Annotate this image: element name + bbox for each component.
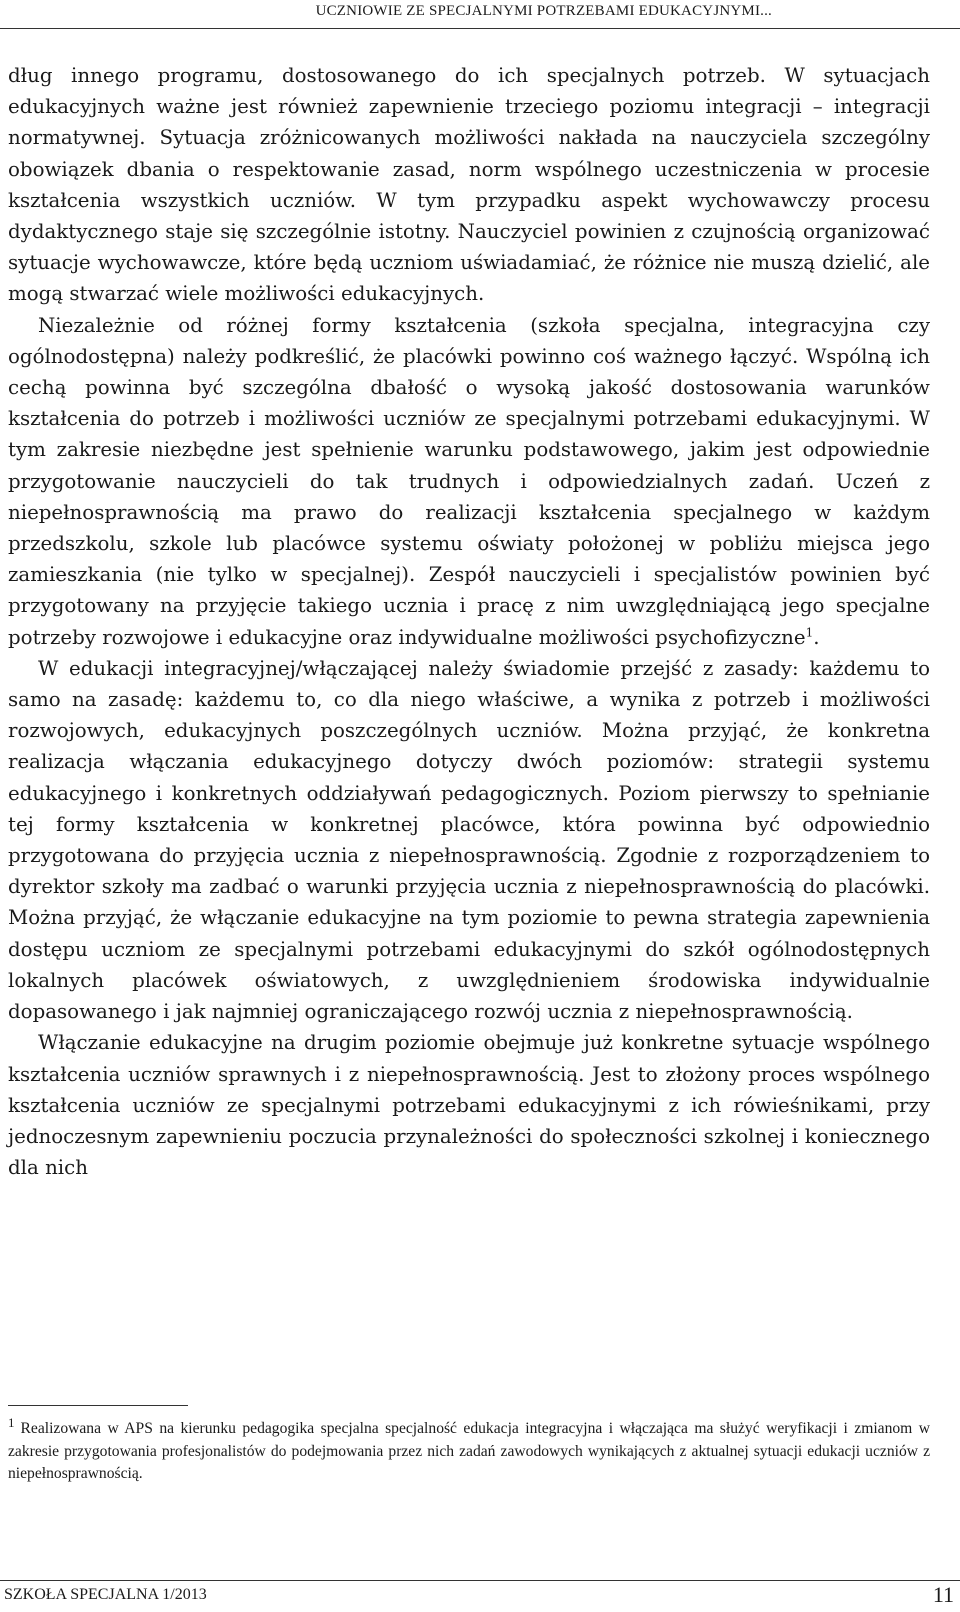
main-text <box>8 60 930 1183</box>
footnote-mark: 1 <box>8 1414 15 1430</box>
running-title: UCZNIOWIE ZE SPECJALNYMI POTRZEBAMI EDUKACYJNYMI... <box>315 3 772 19</box>
footnote-rule <box>8 1405 188 1406</box>
footer-rule <box>0 1580 960 1581</box>
paragraph-3: W edukacji integracyjnej/włączającej należy świadomie przejść z zasady: każdemu to samo na zasadę: każdemu to, co dla niego właściwe, a wynika z potrzeb i możliwości rozwojowych, edukacyjnych poszczególnych uczniów. Można przyjąć, że konkretna realizacja włączania edukacyjnego dotyczy dwóch poziomów: strategii systemu edukacyjnego i konkretnych oddziaływań pedagogicznych. Poziom pierwszy to spełnianie tej formy kształcenia w konkretnej placówce, która powinna być odpowiednio przygotowana do przyjęcia ucznia z niepełnosprawnością. Zgodnie z rozporządzeniem to dyrektor szkoły ma zadbać o warunki przyjęcia ucznia z niepełnosprawnością do placówki. Można przyjąć, że włączanie edukacyjne na tym poziomie to pewna strategia zapewnienia dostępu uczniom ze specjalnymi potrzebami edukacyjnymi do szkół ogólnodostępnych lokalnych placówek oświatowych, z uwzględnieniem środowiska indywidualnie dopasowanego i jak najmniej ograniczającego rozwój ucznia z niepełnosprawnością. <box>8 656 930 1024</box>
paragraph-2-end: . <box>813 625 820 649</box>
footnote <box>8 1414 930 1486</box>
paragraph-2-text: Niezależnie od różnej formy kształcenia (szkoła specjalna, integracyjna czy ogólnodostępna) należy podkreślić, że placówki powinno coś ważnego łączyć. Wspólną ich cechą powinna być szczególna dbałość o wysoką jakość dostosowania warunków kształcenia do potrzeb i możliwości uczniów ze specjalnymi potrzebami edukacyjnymi. W tym zakresie niezbędne jest spełnienie warunku podstawowego, jakim jest odpowiednie przygotowanie nauczycieli do tak trudnych i odpowiedzialnych zadań. Uczeń z niepełnosprawnością ma prawo do realizacji kształcenia specjalnego w każdym przedszkolu, szkole lub placówce systemu oświaty położonej w pobliżu miejsca jego zamieszkania (nie tylko w specjalnej). Zespół nauczycieli i specjalistów powinien być przygotowany na przyjęcie takiego ucznia i pracę z nim uwzględniającą jego specjalne potrzeby rozwojowe i edukacyjne oraz indywidualne możliwości psychofizyczne <box>8 313 930 649</box>
paragraph-2 <box>8 310 930 653</box>
page-header <box>0 0 960 42</box>
journal-title: SZKOŁA SPECJALNA 1/2013 <box>4 1586 207 1603</box>
footnote-text: Realizowana w APS na kierunku pedagogika specjalna specjalność edukacja integracyjna i włączająca ma służyć weryfikacji i zmianom w zakresie przygotowania profesjonalistów do podejmowania przez nich zadań zawodowych wynikających z aktualnej sytuacji edukacji uczniów z niepełnosprawnością. <box>8 1420 930 1483</box>
paragraph-4: Włączanie edukacyjne na drugim poziomie obejmuje już konkretne sytuacje wspólnego kształcenia uczniów sprawnych i z niepełnosprawnością. Jest to złożony proces wspólnego kształcenia uczniów ze specjalnymi potrzebami edukacyjnymi z ich rówieśnikami, przy jednoczesnym zapewnieniu poczucia przynależności do społeczności szkolnej i koniecznego dla nich <box>8 1031 930 1180</box>
header-rule <box>0 28 960 29</box>
footnote-reference[interactable]: 1 <box>805 625 814 640</box>
page-number: 11 <box>932 1582 954 1607</box>
paragraph-1: dług innego programu, dostosowanego do ich specjalnych potrzeb. W sytuacjach edukacyjnych ważne jest również zapewnienie trzeciego poziomu integracji – integracji normatywnej. Sytuacja zróżnicowanych możliwości nakłada na nauczyciela szczególny obowiązek dbania o respektowanie zasad, norm wspólnego uczestniczenia w procesie kształcenia wszystkich uczniów. W tym przypadku aspekt wychowawczy procesu dydaktycznego staje się szczególnie istotny. Nauczyciel powinien z czujnością organizować sytuacje wychowawcze, które będą uczniom uświadamiać, że różnice nie muszą dzielić, ale mogą stwarzać wiele możliwości edukacyjnych. <box>8 64 930 306</box>
